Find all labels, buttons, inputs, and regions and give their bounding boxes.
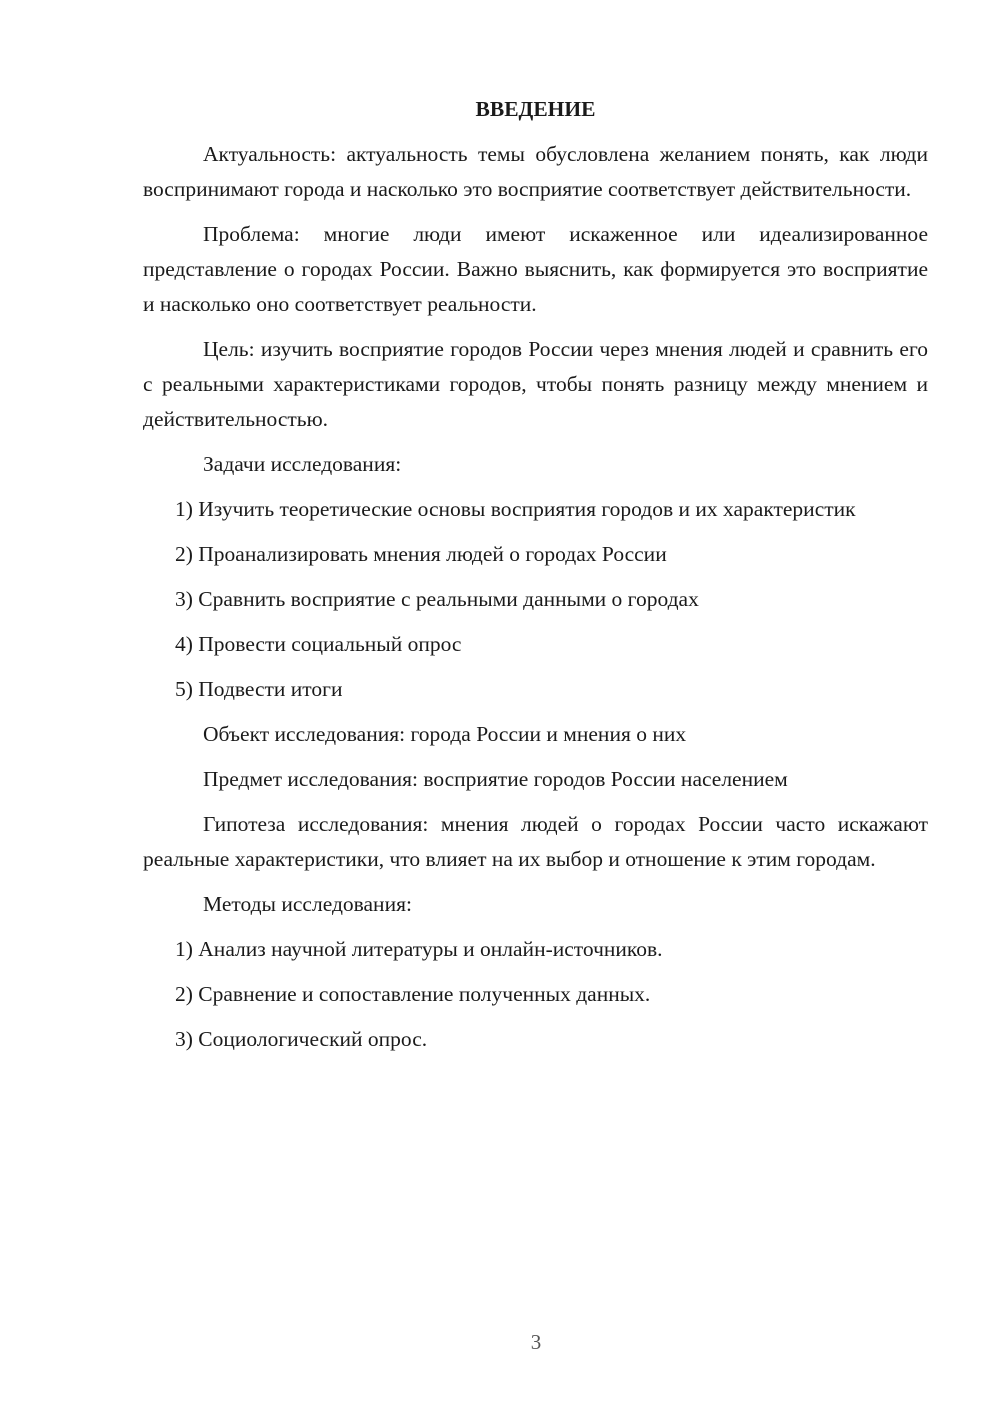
subject-line: Предмет исследования: восприятие городов России населением [203, 767, 788, 791]
method-item: 1) Анализ научной литературы и онлайн-источников. [175, 937, 663, 961]
method-item: 2) Сравнение и сопоставление полученных данных. [175, 982, 651, 1006]
goal-paragraph: Цель: изучить восприятие городов России через мнения людей и сравнить его с реальными характеристиками городов, чтобы понять разницу между мнением и действительностью. [143, 337, 928, 431]
tasks-heading: Задачи исследования: [203, 452, 402, 476]
problem-paragraph: Проблема: многие люди имеют искаженное или идеализированное представление о городах России. Важно выяснить, как формируется это восприятие и насколько оно соответствует реальности. [143, 222, 928, 316]
task-item: 5) Подвести итоги [175, 677, 343, 701]
methods-heading: Методы исследования: [203, 892, 412, 916]
task-item: 3) Сравнить восприятие с реальными данными о городах [175, 587, 699, 611]
task-item: 1) Изучить теоретические основы восприятия городов и их характеристик [175, 497, 856, 521]
page-number: 3 [530, 1330, 542, 1354]
relevance-paragraph: Актуальность: актуальность темы обусловлена желанием понять, как люди воспринимают города и насколько это восприятие соответствует действительности. [143, 142, 928, 201]
task-item: 4) Провести социальный опрос [175, 632, 462, 656]
task-item: 2) Проанализировать мнения людей о городах России [175, 542, 667, 566]
document-body [143, 92, 928, 1067]
method-item: 3) Социологический опрос. [175, 1027, 428, 1051]
object-line: Объект исследования: города России и мнения о них [203, 722, 687, 746]
section-title: ВВЕДЕНИЕ [475, 97, 596, 121]
hypothesis-paragraph: Гипотеза исследования: мнения людей о городах России часто искажают реальные характеристики, что влияет на их выбор и отношение к этим городам. [143, 812, 928, 871]
